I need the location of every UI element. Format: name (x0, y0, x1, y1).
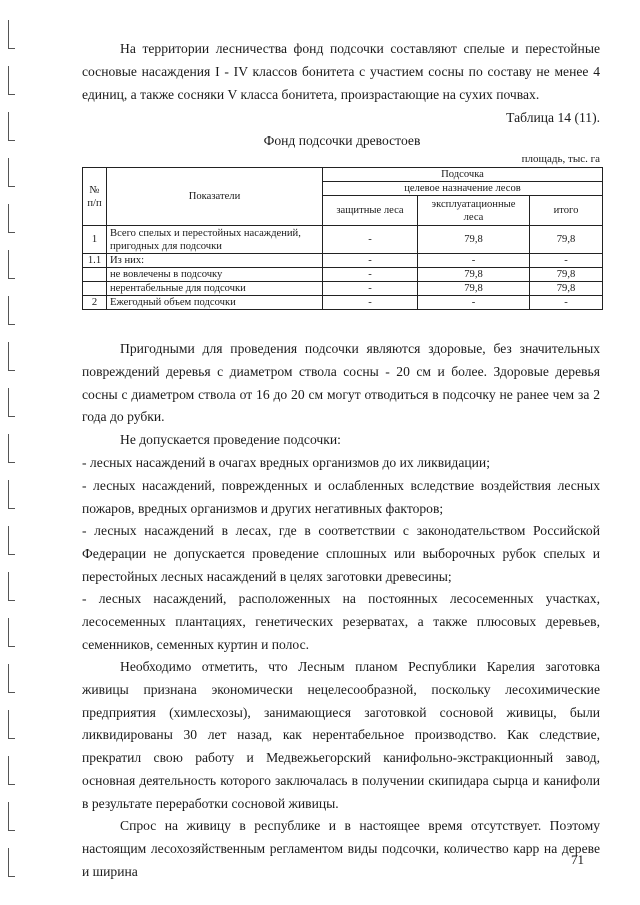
cell-label: Всего спелых и перестойных насаждений, пригодных для подсочки (107, 226, 323, 254)
list-item: - лесных насаждений в лесах, где в соответствии с законодательством Российской Федерации не допускается проведение сплошных или выборочных рубок спелых и перестойных лесных насаждений в целях заготовки древесины; (82, 523, 600, 584)
table-row (83, 268, 603, 282)
cell-operational: - (418, 296, 530, 310)
table-unit: площадь, тыс. га (521, 153, 600, 165)
paragraph-suitable-trees: Пригодными для проведения подсочки являются здоровые, без значительных повреждений деревья с диаметром ствола сосны - 20 см и более. Здоровые деревья сосны с диаметром ствола от 16 до 20 см могут отводиться в подсочку не ранее чем за 2 года до рубки. (82, 341, 600, 425)
list-item: - лесных насаждений в очагах вредных организмов до их ликвидации; (82, 455, 490, 470)
cell-operational: 79,8 (418, 268, 530, 282)
table-row (83, 254, 603, 268)
table-title: Фонд подсочки древостоев (263, 133, 421, 148)
cell-total: - (530, 296, 603, 310)
paragraph-intro: На территории лесничества фонд подсочки составляют спелые и перестойные сосновые насаждения I - IV классов бонитета с участием сосны по составу не менее 4 единиц, а также сосняки V класса бонитета, произрастающие на сухих почвах. (82, 41, 600, 102)
header-tapping: Подсочка (323, 168, 603, 182)
cell-protective: - (323, 268, 418, 282)
paragraph-demand: Спрос на живицу в республике и в настоящее время отсутствует. Поэтому настоящим лесохозяйственным регламентом виды подсочки, количество карр на дереве и ширина (82, 818, 600, 879)
cell-operational: - (418, 254, 530, 268)
table-row (83, 282, 603, 296)
cell-num: 1 (83, 226, 107, 254)
tapping-fund-table (82, 167, 603, 310)
table-reference: Таблица 14 (11). (506, 110, 600, 125)
header-protective: защитные леса (323, 196, 418, 226)
cell-protective: - (323, 296, 418, 310)
paragraph-karelia: Необходимо отметить, что Лесным планом Республики Карелия заготовка живицы признана экономически нецелесообразной, поскольку лесохимические предприятия (химлесхозы), занимающиеся заготовкой сосновой живицы, были ликвидированы 30 лет назад, как нерентабельное производство. Как следствие, прекратил свою работу и Медвежьегорский канифольно-экстракционный завод, основная деятельность которого заключалась в получении скипидара сырца и канифоли в результате переработки сосновой живицы. (82, 659, 600, 811)
cell-total: 79,8 (530, 282, 603, 296)
header-operational: эксплуатационные леса (418, 196, 530, 226)
cell-num (83, 282, 107, 296)
header-indicators: Показатели (107, 168, 323, 226)
table-row (83, 226, 603, 254)
cell-label: нерентабельные для подсочки (107, 282, 323, 296)
cell-protective: - (323, 226, 418, 254)
cell-num: 2 (83, 296, 107, 310)
list-item: - лесных насаждений, расположенных на постоянных лесосеменных участках, лесосеменных плантациях, генетических резерватах, а также плюсовых деревьев, семенников, семенных куртин и полос. (82, 591, 600, 652)
cell-protective: - (323, 282, 418, 296)
header-purpose: целевое назначение лесов (323, 182, 603, 196)
table-row (83, 296, 603, 310)
cell-protective: - (323, 254, 418, 268)
header-total: итого (530, 196, 603, 226)
binding-edge-marks (8, 0, 22, 905)
header-number: № п/п (83, 168, 107, 226)
cell-label: Ежегодный объем подсочки (107, 296, 323, 310)
cell-num (83, 268, 107, 282)
cell-label: не вовлечены в подсочку (107, 268, 323, 282)
cell-operational: 79,8 (418, 282, 530, 296)
cell-operational: 79,8 (418, 226, 530, 254)
page-number: 71 (571, 852, 584, 867)
cell-total: 79,8 (530, 268, 603, 282)
cell-total: - (530, 254, 603, 268)
cell-total: 79,8 (530, 226, 603, 254)
not-allowed-heading: Не допускается проведение подсочки: (120, 432, 341, 447)
list-item: - лесных насаждений, поврежденных и ослабленных вследствие воздействия лесных пожаров, вредных организмов и других негативных факторов; (82, 478, 600, 516)
cell-label: Из них: (107, 254, 323, 268)
cell-num: 1.1 (83, 254, 107, 268)
